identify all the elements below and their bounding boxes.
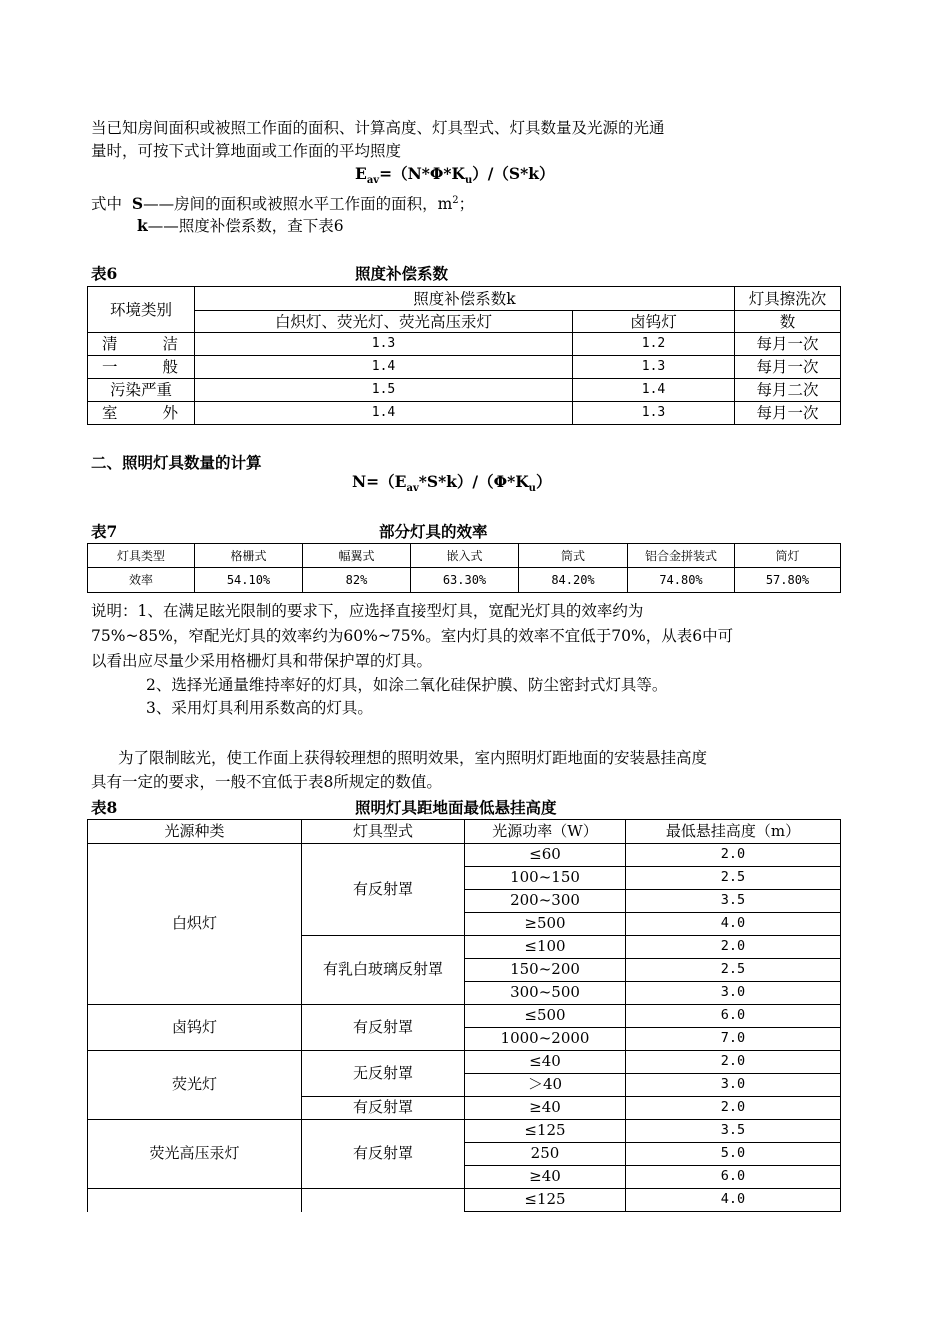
table8-power: 300~500 (465, 982, 626, 1005)
table8-type: 有反射罩 (302, 1005, 465, 1051)
table6-header-env: 环境类别 (88, 287, 195, 333)
table8-type: 有乳白玻璃反射罩 (302, 936, 465, 1005)
table-row (88, 568, 841, 593)
table7-label: 表7 (91, 522, 118, 541)
table-row (88, 1051, 841, 1074)
table7-cell: 63.30% (411, 568, 519, 593)
table7-header: 铝合金拼装式 (628, 544, 735, 568)
table8-height: 3.5 (626, 890, 841, 913)
table7-title: 部分灯具的效率 (379, 522, 488, 541)
where-s-line: 式中 S——房间的面积或被照水平工作面的面积，$m^2$； (91, 194, 475, 214)
table-row (88, 1005, 841, 1028)
table6-wash: 每月二次 (735, 379, 841, 402)
table6-value: 1.3 (195, 333, 573, 356)
table8-type: 有反射罩 (302, 1120, 465, 1189)
table6-value: 1.5 (195, 379, 573, 402)
table8-height: 2.0 (626, 936, 841, 959)
table6-wash: 每月一次 (735, 333, 841, 356)
table7-cell: 54.10% (195, 568, 303, 593)
table8-power: 250 (465, 1143, 626, 1166)
table8-height: 7.0 (626, 1028, 841, 1051)
table7-header: 灯具类型 (88, 544, 195, 568)
table-row (88, 333, 841, 356)
table-row (88, 544, 841, 568)
table8-height: 2.0 (626, 844, 841, 867)
table6-value: 1.3 (573, 356, 735, 379)
table7-cell: 57.80% (735, 568, 841, 593)
table6-wash: 每月一次 (735, 402, 841, 425)
table6-header-wash-2: 数 (735, 311, 841, 333)
table8-power: ≥500 (465, 913, 626, 936)
table-row (88, 379, 841, 402)
table7-cell: 74.80% (628, 568, 735, 593)
table8-height: 2.0 (626, 1051, 841, 1074)
table6-value: 1.4 (573, 379, 735, 402)
table8 (87, 819, 841, 1212)
table7-header: 格栅式 (195, 544, 303, 568)
table8-source: 荧光灯 (88, 1051, 302, 1120)
table8-title: 照明灯具距地面最低悬挂高度 (355, 798, 557, 817)
table8-height: 2.0 (626, 1097, 841, 1120)
table8-header: 最低悬挂高度（m） (626, 820, 841, 844)
table6-env: 一 般 (88, 356, 195, 379)
table-row (88, 820, 841, 844)
para-line-2: 具有一定的要求，一般不宜低于表8所规定的数值。 (91, 773, 442, 791)
note-line-5: 3、采用灯具利用系数高的灯具。 (146, 699, 373, 717)
table8-power: ≤40 (465, 1051, 626, 1074)
table6-env: 清 洁 (88, 333, 195, 356)
intro-line-1: 当已知房间面积或被照工作面的面积、计算高度、灯具型式、灯具数量及光源的光通 (91, 119, 665, 137)
table8-source: 卤钨灯 (88, 1005, 302, 1051)
table8-header: 灯具型式 (302, 820, 465, 844)
table8-type: 有反射罩 (302, 1097, 465, 1120)
note-line-1: 说明：1、在满足眩光限制的要求下，应选择直接型灯具，宽配光灯具的效率约为 (91, 602, 644, 620)
table8-type (302, 1189, 465, 1212)
table8-source (88, 1189, 302, 1212)
table6-value: 1.4 (195, 356, 573, 379)
table8-power: ≤100 (465, 936, 626, 959)
table8-height: 5.0 (626, 1143, 841, 1166)
note-line-2: 75%~85%，窄配光灯具的效率约为60%~75%。室内灯具的效率不宜低于70%，从表6中可 (91, 627, 734, 645)
table8-header: 光源功率（W） (465, 820, 626, 844)
table8-power: 200~300 (465, 890, 626, 913)
table8-height: 3.0 (626, 1074, 841, 1097)
section2-title: 二、照明灯具数量的计算 (91, 453, 262, 472)
table6-env: 室 外 (88, 402, 195, 425)
table8-height: 3.5 (626, 1120, 841, 1143)
table8-power: ≤125 (465, 1120, 626, 1143)
para-line-1: 为了限制眩光，使工作面上获得较理想的照明效果，室内照明灯距地面的安装悬挂高度 (118, 749, 708, 767)
table8-source: 白炽灯 (88, 844, 302, 1005)
table7-cell: 效率 (88, 568, 195, 593)
table8-height: 6.0 (626, 1166, 841, 1189)
table6-title: 照度补偿系数 (355, 264, 449, 283)
table-row (88, 356, 841, 379)
table6-value: 1.3 (573, 402, 735, 425)
table8-height: 6.0 (626, 1005, 841, 1028)
intro-line-2: 量时，可按下式计算地面或工作面的平均照度 (91, 142, 402, 160)
table8-power: ≤500 (465, 1005, 626, 1028)
table6-wash: 每月一次 (735, 356, 841, 379)
table8-height: 4.0 (626, 913, 841, 936)
table6 (87, 286, 841, 425)
table8-type: 有反射罩 (302, 844, 465, 936)
table-row (88, 1120, 841, 1143)
table6-header-coef: 照度补偿系数k (195, 287, 735, 311)
table6-header-wash: 灯具擦洗次 (735, 287, 841, 311)
table8-type: 无反射罩 (302, 1051, 465, 1097)
note-line-3: 以看出应尽量少采用格栅灯具和带保护罩的灯具。 (91, 652, 433, 670)
table8-power: 1000~2000 (465, 1028, 626, 1051)
table7-header: 嵌入式 (411, 544, 519, 568)
table7-header: 筒式 (519, 544, 628, 568)
table-row (88, 1189, 841, 1212)
table7-cell: 82% (303, 568, 411, 593)
table8-power: 150~200 (465, 959, 626, 982)
table8-header: 光源种类 (88, 820, 302, 844)
table6-env: 污染严重 (88, 379, 195, 402)
table8-label: 表8 (91, 798, 118, 817)
table8-height: 4.0 (626, 1189, 841, 1212)
table8-power: ≤60 (465, 844, 626, 867)
table7-cell: 84.20% (519, 568, 628, 593)
table7-header: 筒灯 (735, 544, 841, 568)
table6-header-lamp2: 卤钨灯 (573, 311, 735, 333)
where-k-line: k——照度补偿系数，查下表6 (137, 216, 344, 235)
table6-label: 表6 (91, 264, 118, 283)
table8-power: ≥40 (465, 1166, 626, 1189)
table8-power: 100~150 (465, 867, 626, 890)
table6-value: 1.4 (195, 402, 573, 425)
table8-source: 荧光高压汞灯 (88, 1120, 302, 1189)
table6-header-lamp1: 白炽灯、荧光灯、荧光高压汞灯 (195, 311, 573, 333)
table8-height: 2.5 (626, 867, 841, 890)
table8-height: 2.5 (626, 959, 841, 982)
table8-power: ≥40 (465, 1097, 626, 1120)
formula-lamp-count: $N=(E_{av}*S*k)/(\Phi*K_u)$ (352, 472, 552, 495)
formula-average-illuminance: $E_{av}=(N*\Phi*K_u)/(S*k)$ (355, 164, 555, 187)
table-row (88, 844, 841, 867)
table-row (88, 402, 841, 425)
table7 (87, 543, 841, 593)
note-line-4: 2、选择光通量维持率好的灯具，如涂二氧化硅保护膜、防尘密封式灯具等。 (146, 676, 668, 694)
table7-header: 幅翼式 (303, 544, 411, 568)
table8-power: ＞40 (465, 1074, 626, 1097)
table8-power: ≤125 (465, 1189, 626, 1212)
table8-height: 3.0 (626, 982, 841, 1005)
table6-value: 1.2 (573, 333, 735, 356)
